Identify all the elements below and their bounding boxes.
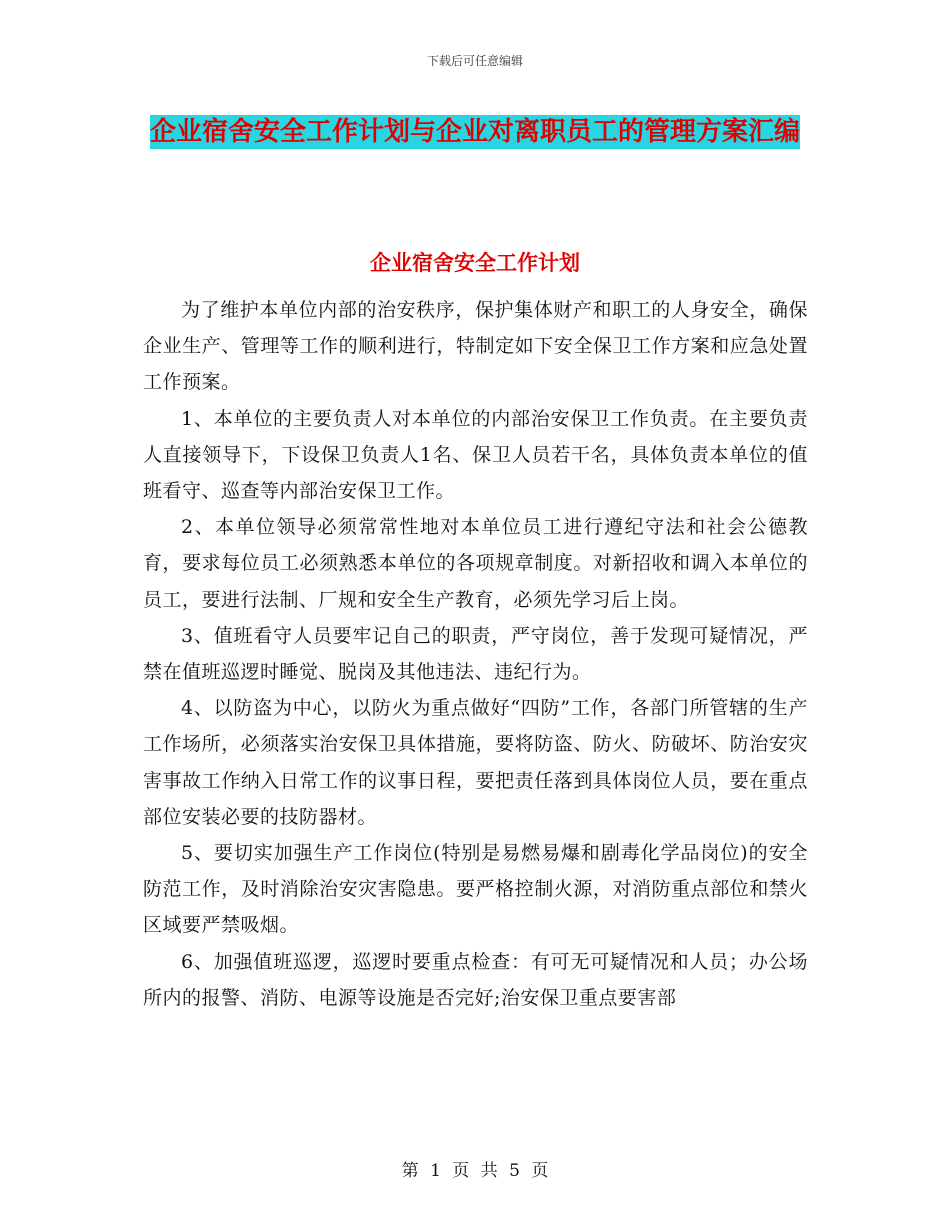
document-title [140,110,810,154]
paragraph-item-5: 5、要切实加强生产工作岗位(特别是易燃易爆和剧毒化学品岗位)的安全防范工作，及时消除治安灾害隐患。要严格控制火源，对消防重点部位和禁火区域要严禁吸烟。 [143,842,808,937]
paragraph-item-1: 1、本单位的主要负责人对本单位的内部治安保卫工作负责。在主要负责人直接领导下，下设保卫负责人1名、保卫人员若干名，具体负责本单位的值班看守、巡查等内部治安保卫工作。 [143,407,808,503]
paragraph-item-2: 2、本单位领导必须常常性地对本单位员工进行遵纪守法和社会公德教育，要求每位员工必须熟悉本单位的各项规章制度。对新招收和调入本单位的员工，要进行法制、厂规和安全生产教育，必须先学习后上岗。 [143,516,808,611]
paragraph-item-4: 4、以防盗为中心，以防火为重点做好“四防”工作，各部门所管辖的生产工作场所，必须落实治安保卫具体措施，要将防盗、防火、防破坏、防治安灾害事故工作纳入日常工作的议事日程，要把责任落到具体岗位人员，要在重点部位安装必要的技防器材。 [143,697,808,828]
paragraph-item-3: 3、值班看守人员要牢记自己的职责，严守岗位，善于发现可疑情况，严禁在值班巡逻时睡觉、脱岗及其他违法、违纪行为。 [143,624,808,684]
document-title-text: 企业宿舍安全工作计划与企业对离职员工的管理方案汇编 [149,117,800,147]
document-body [143,292,808,1016]
page-number-footer: 第 1 页 共 5 页 [401,1161,549,1181]
header-note: 下载后可任意编辑 [426,54,523,68]
paragraph-item-6: 6、加强值班巡逻，巡逻时要重点检查：有可无可疑情况和人员；办公场所内的报警、消防、电源等设施是否完好;治安保卫重点要害部 [143,950,808,1009]
section-title: 企业宿舍安全工作计划 [370,251,580,275]
paragraph-intro: 为了维护本单位内部的治安秩序，保护集体财产和职工的人身安全，确保企业生产、管理等工作的顺利进行，特制定如下安全保卫工作方案和应急处置工作预案。 [143,299,808,394]
